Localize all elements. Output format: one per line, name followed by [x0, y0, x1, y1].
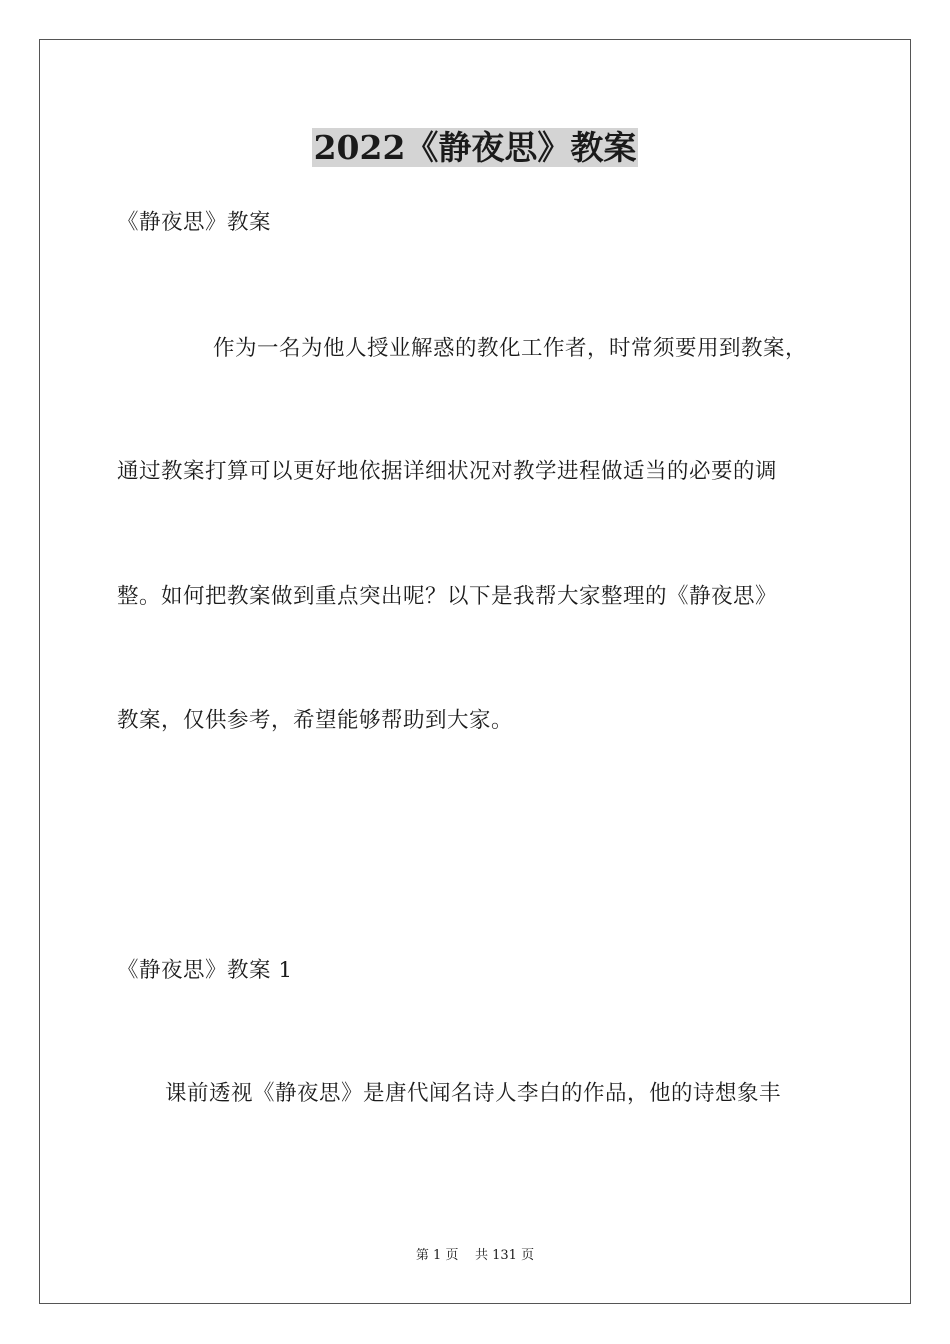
section-paragraph-line-1: 课前透视《静夜思》是唐代闻名诗人李白的作品，他的诗想象丰 — [165, 1081, 782, 1106]
intro-paragraph-line-1: 作为一名为他人授业解惑的教化工作者，时常须要用到教案， — [213, 336, 808, 361]
document-title — [0, 126, 950, 170]
intro-paragraph-line-3: 整。如何把教案做到重点突出呢？以下是我帮大家整理的《静夜思》 — [117, 584, 778, 609]
document-title-text: 2022《静夜思》教案 — [313, 128, 637, 167]
page-number-footer: 第 1 页 共 131 页 — [415, 1248, 535, 1263]
intro-paragraph-line-2: 通过教案打算可以更好地依据详细状况对教学进程做适当的必要的调 — [117, 459, 778, 484]
document-subtitle: 《静夜思》教案 — [117, 210, 272, 235]
intro-paragraph-line-4: 教案，仅供参考，希望能够帮助到大家。 — [117, 708, 514, 733]
section-heading: 《静夜思》教案 1 — [117, 958, 293, 983]
